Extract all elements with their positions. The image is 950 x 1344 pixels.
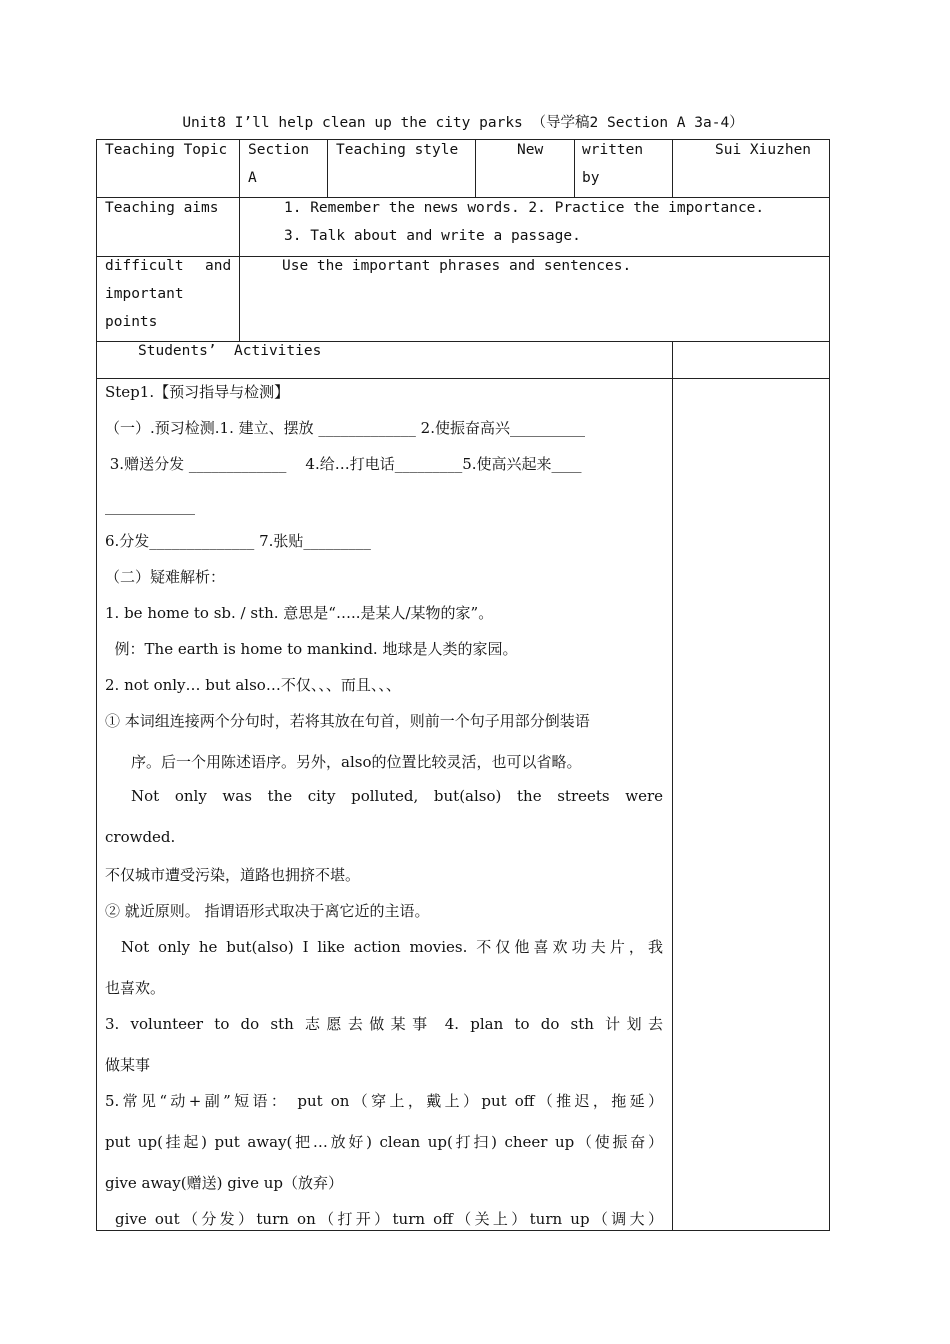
page-title: Unit8 I’ll help clean up the city parks （导学稿2 Section A 3a-4）: [182, 115, 744, 131]
section-label: Section: [248, 142, 310, 158]
preview-check-line-1: （一）.预习检测.1. 建立、摆放 _____________ 2.使振奋高兴__________: [105, 419, 585, 437]
important-label: important: [105, 286, 184, 302]
teaching-style-label: Teaching style: [336, 142, 459, 158]
analysis-item-2-example-1-cont: crowded.: [105, 828, 176, 846]
students-activities-header: Students’ Activities: [138, 343, 322, 359]
teaching-aims-line-1: 1. Remember the news words. 2. Practice the importance.: [284, 200, 765, 216]
difficult-points-text: Use the important phrases and sentences.: [282, 258, 632, 274]
analysis-item-2-example-2-cont: 也喜欢。: [105, 979, 166, 997]
teaching-aims-label: Teaching aims: [105, 200, 219, 216]
analysis-item-2-rule-1-cont: 序。后一个用陈述语序。另外，also的位置比较灵活，也可以省略。: [131, 753, 582, 771]
step1-heading: Step1.【预习指导与检测】: [105, 383, 290, 401]
table-border: [829, 139, 830, 1231]
analysis-item-3-4-cont: 做某事: [105, 1056, 151, 1074]
analysis-item-3-4: 3. volunteer to do sth 志愿去做某事 4. plan to do sth 计划去: [105, 1015, 663, 1033]
table-rule: [96, 378, 830, 379]
author-name: Sui Xiuzhen: [715, 142, 812, 158]
teaching-topic-label: Teaching Topic: [105, 142, 228, 158]
analysis-item-2: 2. not only… but also…不仅、、、而且、、、: [105, 676, 401, 694]
difficult-label-and: and: [205, 258, 232, 274]
written-by-label-2: by: [582, 170, 600, 186]
phrasal-verbs-line-2: give away(赠送) give up（放弃）: [105, 1174, 343, 1192]
preview-check-line-4: 6.分发______________ 7.张贴_________: [105, 532, 371, 550]
table-rule: [327, 139, 328, 198]
teaching-aims-line-2: 3. Talk about and write a passage.: [284, 228, 581, 244]
analysis-item-1: 1. be home to sb. / sth. 意思是“…..是某人/某物的家”。: [105, 604, 494, 622]
phrasal-verbs-line-1: put up(挂起) put away(把…放好) clean up(打扫) cheer up（使振奋）: [105, 1133, 663, 1151]
table-rule: [672, 139, 673, 198]
teaching-style-value: New: [517, 142, 544, 158]
analysis-item-2-rule-1: ① 本词组连接两个分句时，若将其放在句首，则前一个句子用部分倒装语: [105, 712, 590, 730]
analysis-item-5: 5.常见“动+副”短语： put on（穿上，戴上）put off（推迟，拖延）: [105, 1092, 663, 1110]
analysis-heading: （二）疑难解析：: [105, 568, 226, 586]
written-by-label: written: [582, 142, 644, 158]
table-rule: [239, 139, 240, 342]
table-border: [96, 1230, 830, 1231]
analysis-item-2-example-2: Not only he but(also) I like action movies. 不仅他喜欢功夫片，我: [121, 938, 663, 956]
section-value: A: [248, 170, 257, 186]
table-rule: [475, 139, 476, 198]
phrasal-verbs-line-3: give out（分发）turn on（打开）turn off（关上）turn up（调大）: [115, 1210, 663, 1228]
table-border: [96, 139, 97, 1231]
analysis-item-2-example-1-translation: 不仅城市遭受污染，道路也拥挤不堪。: [105, 866, 361, 884]
preview-check-line-3: ____________: [105, 497, 195, 515]
analysis-item-2-example-1: Not only was the city polluted, but(also) the streets were: [131, 787, 663, 805]
analysis-item-2-rule-2: ② 就近原则。 指谓语形式取决于离它近的主语。: [105, 902, 430, 920]
points-label: points: [105, 314, 158, 330]
analysis-item-1-example: 例：The earth is home to mankind. 地球是人类的家园。: [105, 640, 518, 658]
table-rule: [672, 341, 673, 1231]
preview-check-line-2: 3.赠送分发 _____________ 4.给…打电话_________5.使高兴起来____: [105, 455, 582, 473]
table-rule: [574, 139, 575, 198]
difficult-label: difficult: [105, 258, 184, 274]
